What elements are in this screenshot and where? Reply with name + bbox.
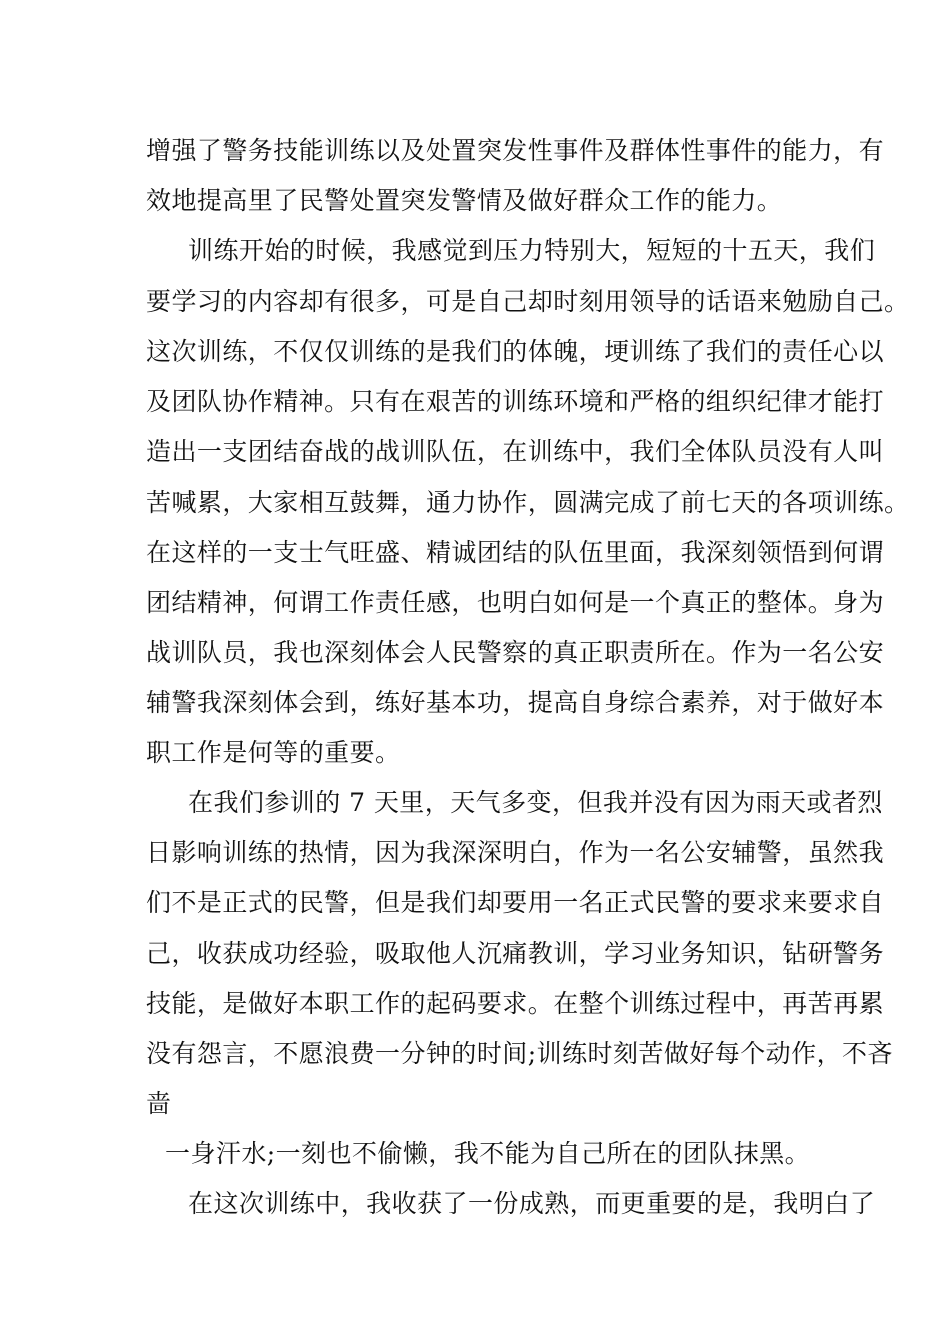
paragraph-line: 要学习的内容却有很多，可是自己却时刻用领导的话语来勉励自己。 [146,287,910,316]
paragraph-line: 职工作是何等的重要。 [146,738,401,767]
paragraph-line: 辅警我深刻体会到，练好基本功，提高自身综合素养，对于做好本 [146,688,885,717]
paragraph-line: 己，收获成功经验，吸取他人沉痛教训，学习业务知识，钻研警务 [146,939,885,968]
paragraph-line: 啬 [146,1089,172,1118]
paragraph-line: 团结精神，何谓工作责任感，也明白如何是一个真正的整体。身为 [146,588,885,617]
paragraph-line: 技能，是做好本职工作的起码要求。在整个训练过程中，再苦再累 [146,989,885,1018]
paragraph-line: 在这样的一支士气旺盛、精诚团结的队伍里面，我深刻领悟到何谓 [146,538,885,567]
paragraph-line: 一身汗水;一刻也不偷懒，我不能为自己所在的团队抹黑。 [165,1139,811,1168]
paragraph-line: 这次训练，不仅仅训练的是我们的体魄，埂训练了我们的责任心以 [146,337,885,366]
paragraph-line: 没有怨言，不愿浪费一分钟的时间;训练时刻苦做好每个动作，不吝 [146,1039,893,1068]
paragraph-line: 苦喊累，大家相互鼓舞，通力协作，圆满完成了前七天的各项训练。 [146,488,910,517]
paragraph-line: 战训队员，我也深刻体会人民警察的真正职责所在。作为一名公安 [146,638,885,667]
paragraph-line: 们不是正式的民警，但是我们却要用一名正式民警的要求来要求自 [146,888,885,917]
paragraph-line: 增强了警务技能训练以及处置突发性事件及群体性事件的能力，有 [146,136,885,165]
paragraph-line: 日影响训练的热情，因为我深深明白，作为一名公安辅警，虽然我 [146,838,885,867]
paragraph-line: 训练开始的时候，我感觉到压力特别大，短短的十五天，我们 [188,236,876,265]
paragraph-line: 造出一支团结奋战的战训队伍，在训练中，我们全体队员没有人叫 [146,437,885,466]
paragraph-line: 在这次训练中，我收获了一份成熟，而更重要的是，我明白了 [188,1189,876,1218]
paragraph-line: 在我们参训的 7 天里，天气多变，但我并没有因为雨天或者烈 [188,788,883,817]
paragraph-line: 效地提高里了民警处置突发警情及做好群众工作的能力。 [146,186,783,215]
paragraph-line: 及团队协作精神。只有在艰苦的训练环境和严格的组织纪律才能打 [146,387,885,416]
